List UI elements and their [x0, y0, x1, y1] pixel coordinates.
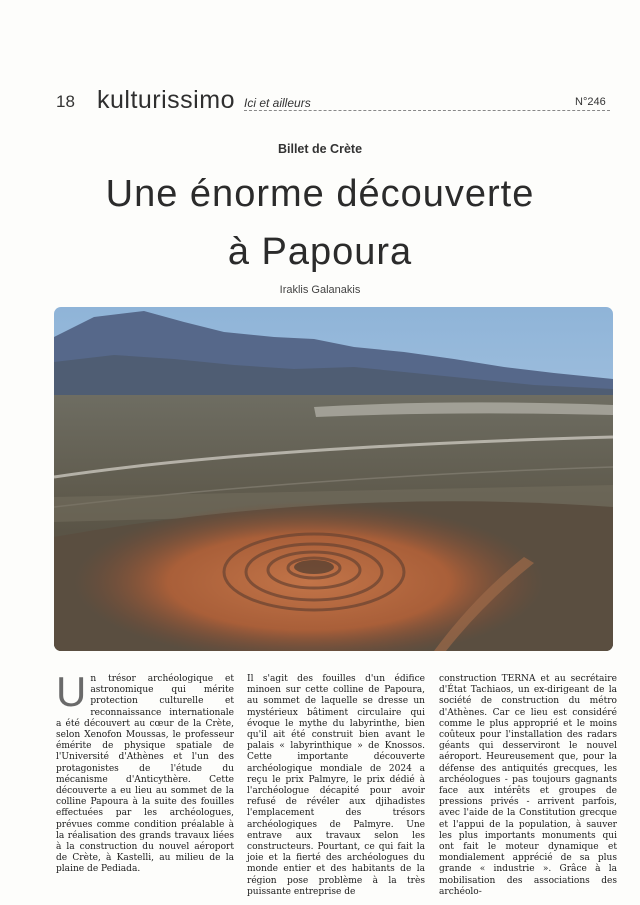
page-header — [0, 84, 640, 114]
body-column-3: construction TERNA et au secrétaire d'État Tachiaos, un ex-dirigeant de la société de construction du métro d'Athènes. Car ce lieu est considéré comme le plus approprié et le moins coûteux pour l'installation des radars géants qui desserviront le nouvel aéroport. Heureusement que, pour la défense des antiquités grecques, les archéologues - pas toujours gagnants face aux intérêts et groupes de pressions privés - arrivent parfois, avec l'aide de la Constitution grecque et l'appui de la population, à sauver les plus importants monuments qui ont fait le moteur dynamique et mondialement apprécié de sa plus grande « industrie ». Grâce à la mobilisation des associations des archéolo- — [439, 674, 617, 897]
article-kicker: Billet de Crète — [277, 142, 363, 156]
body-column-2: Il s'agit des fouilles d'un édifice minoen sur cette colline de Papoura, au sommet de laquelle se dresse un mystérieux bâtiment circulaire qui évoque le mythe du labyrinthe, bien qu'il ait été construit bien avant le palais « labyrinthique » de Knossos. Cette importante découverte archéologique mondiale de 2024 a reçu le prix Palmyre, le prix dédié à l'archéologue décapité pour avoir refusé de révéler aux djihadistes l'emplacement des trésors archéologiques de Palmyre. Une entrave aux travaux selon les constructeurs. Pourtant, ce qui fait la joie et la fierté des archéologues du monde entier et des habitants de la région pose problème à la très puissante entreprise de — [247, 674, 425, 897]
magazine-brand: kulturissimo — [97, 86, 235, 114]
body-column-1 — [56, 668, 234, 876]
page-number: 18 — [56, 92, 75, 111]
article-body — [56, 668, 617, 897]
article-byline: Iraklis Galanakis — [279, 284, 361, 296]
title-line-2: à Papoura — [227, 231, 413, 273]
aerial-photo-illustration — [54, 307, 613, 651]
aerial-photo — [54, 307, 613, 651]
section-rubric: Ici et ailleurs — [244, 96, 311, 110]
issue-number: N°246 — [575, 96, 606, 108]
column-1-text: n trésor archéologique et astronomique qui mérite protection culturelle et reconnaissance internationale a été découvert au cœur de la Crète, selon Xenofon Moussas, le professeur émérite de physique spatiale de l'Université d'Athènes et l'un des protagonistes de l'étude du mécanisme d'Anticythère. Cette découverte a eu lieu au sommet de la colline Papoura à la suite des fouilles effectuées par les archéologues, prévues comme condition préalable à la réalisation des grands travaux liées à la construction du nouvel aéroport de Crète, à Kastelli, au milieu de la plaine de Pediada. — [56, 674, 234, 875]
title-line-1: Une énorme découverte — [105, 173, 535, 215]
drop-cap: U — [56, 668, 87, 715]
header-rule — [244, 110, 610, 111]
article-title — [20, 165, 620, 281]
